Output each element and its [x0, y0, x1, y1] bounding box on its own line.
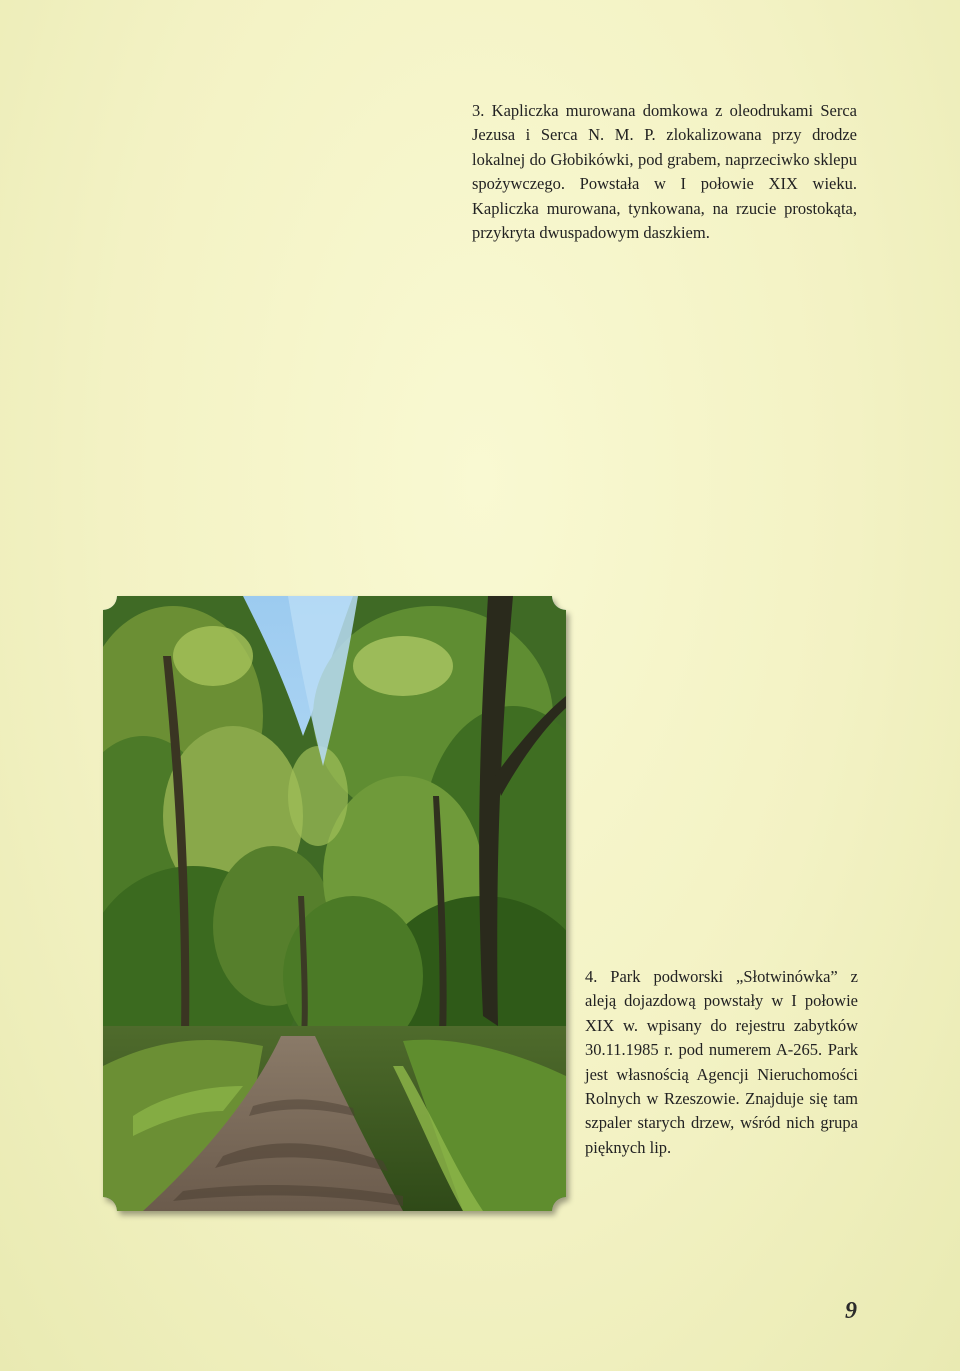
park-avenue-photo [103, 596, 566, 1211]
section-4-text: 4. Park podworski „Słotwinówka” z aleją dojazdową powstały w I połowie XIX w. wpisany do rejestru zabytków 30.11.1985 r. pod numerem A-265. Park jest własnością Agencji Nieruchomości Rolnych w Rzeszowie. Znajduje się tam szpaler starych drzew, wśród nich grupa pięknych lip. [585, 967, 858, 1157]
tree-lined-avenue-photo-icon [103, 596, 566, 1211]
section-4-paragraph [585, 965, 858, 1160]
page-number: 9 [845, 1298, 857, 1324]
section-3-text: 3. Kapliczka murowana domkowa z oleodrukami Serca Jezusa i Serca N. M. P. zlokalizowana przy drodze lokalnej do Głobikówki, pod grabem, naprzeciwko sklepu spożywczego. Powstała w I połowie XIX wieku. Kapliczka murowana, tynkowana, na rzucie prostokąta, przykryta dwuspadowym daszkiem. [472, 101, 857, 243]
section-3-paragraph [472, 99, 857, 245]
